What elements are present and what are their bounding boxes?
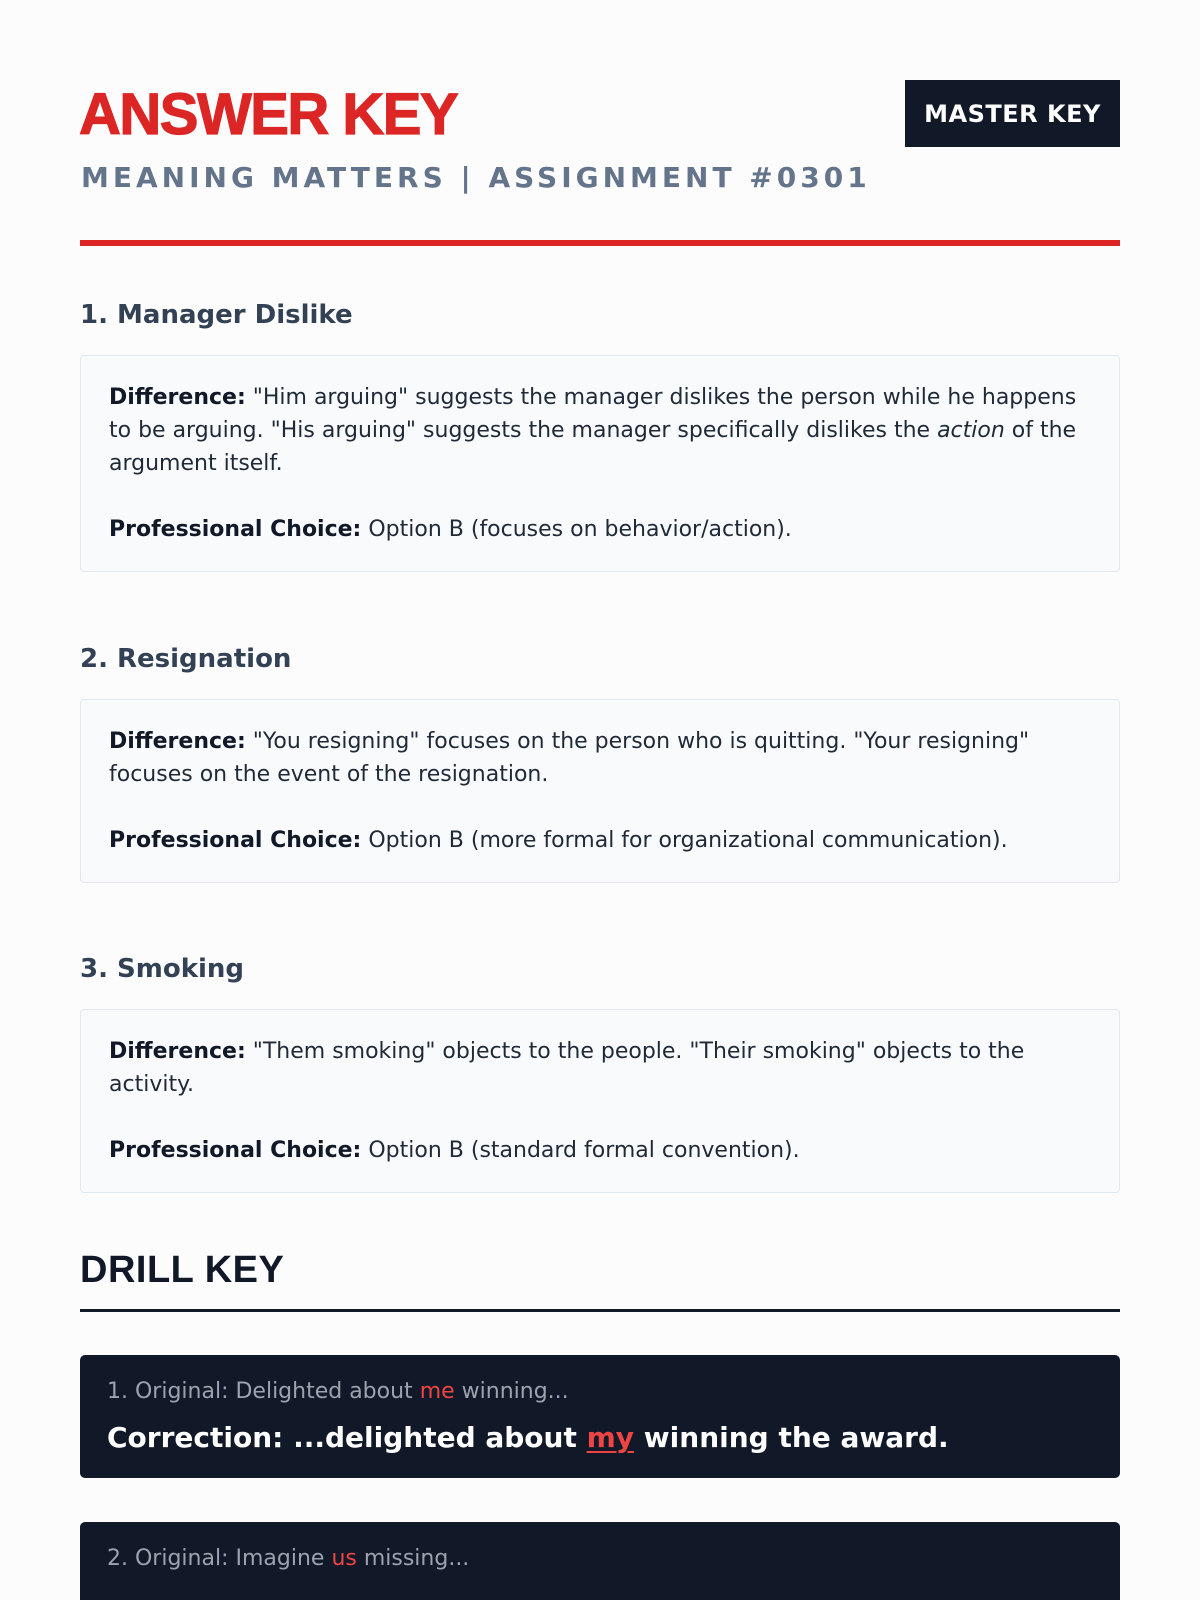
original-text: 1. Original: Delighted about — [107, 1379, 420, 1404]
difference-label: Difference: — [109, 729, 246, 754]
drill-correction — [107, 1420, 1093, 1456]
difference-text: "Them smoking" objects to the people. "Their smoking" objects to the activity. — [109, 1039, 1025, 1097]
choice-text: Option B (standard formal convention). — [361, 1138, 800, 1163]
drill-card — [80, 1522, 1120, 1600]
difference-paragraph — [109, 725, 1091, 791]
page-title: ANSWER KEY — [79, 82, 458, 147]
drill-original — [107, 1377, 1093, 1407]
difference-text: "Him arguing" suggests the manager dislikes the person while he happens to be arguing. "His arguing" suggests the manager specifically dislikes the — [109, 385, 1077, 443]
difference-label: Difference: — [109, 385, 246, 410]
difference-text-end: of the argument itself. — [109, 418, 1077, 476]
master-key-badge: MASTER KEY — [905, 80, 1120, 147]
choice-label: Professional Choice: — [109, 517, 362, 542]
difference-emphasis: action — [937, 418, 1005, 443]
choice-paragraph — [109, 824, 1091, 857]
answer-box-manager-dislike — [80, 355, 1120, 572]
section-title-manager-dislike: 1. Manager Dislike — [80, 300, 353, 330]
section-title-smoking: 3. Smoking — [80, 954, 245, 984]
correction-text-end: winning the award. — [634, 1421, 949, 1454]
correction-highlight: my — [586, 1421, 635, 1454]
original-text: 2. Original: Imagine — [107, 1546, 332, 1571]
choice-label: Professional Choice: — [109, 828, 362, 853]
difference-text: "You resigning" focuses on the person who is quitting. "Your resigning" focuses on the event of the resignation. — [109, 729, 1030, 787]
drill-original — [107, 1544, 1093, 1574]
header-divider — [80, 240, 1120, 246]
original-highlight: us — [331, 1546, 357, 1571]
original-text-end: winning... — [454, 1379, 569, 1404]
page-subtitle: MEANING MATTERS | ASSIGNMENT #0301 — [81, 161, 871, 194]
difference-paragraph — [109, 1035, 1091, 1101]
choice-paragraph — [109, 1134, 1091, 1167]
difference-label: Difference: — [109, 1039, 246, 1064]
choice-paragraph — [109, 513, 1091, 546]
answer-box-smoking — [80, 1009, 1120, 1193]
difference-paragraph — [109, 381, 1091, 480]
drill-key-heading: DRILL KEY — [80, 1249, 285, 1291]
choice-text: Option B (more formal for organizational communication). — [361, 828, 1008, 853]
answer-box-resignation — [80, 699, 1120, 883]
section-title-resignation: 2. Resignation — [80, 644, 292, 674]
original-highlight: me — [419, 1379, 455, 1404]
drill-card — [80, 1355, 1120, 1478]
original-text-end: missing... — [356, 1546, 470, 1571]
choice-text: Option B (focuses on behavior/action). — [361, 517, 792, 542]
correction-text: Correction: ...delighted about — [107, 1421, 587, 1454]
drill-divider — [80, 1309, 1120, 1312]
choice-label: Professional Choice: — [109, 1138, 362, 1163]
